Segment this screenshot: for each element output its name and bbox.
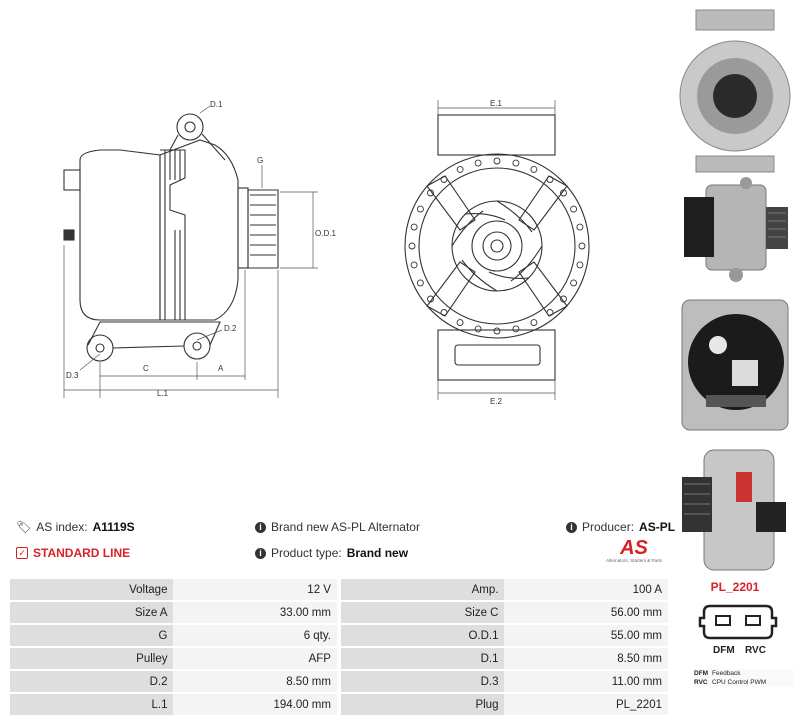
spec-value: AFP: [173, 648, 336, 669]
ring-hole: [441, 310, 447, 316]
label-l1: L.1: [157, 389, 169, 398]
ring-hole: [531, 166, 537, 172]
spec-label: L.1: [10, 694, 173, 715]
ring-hole: [409, 243, 415, 249]
ring-hole: [513, 326, 519, 332]
plug-pin-rvc: RVC: [745, 645, 766, 656]
ring-hole: [457, 166, 463, 172]
spec-value: PL_2201: [504, 694, 668, 715]
product-photo-front: [676, 6, 794, 174]
plug-legend-row: RVC CPU Control PWM: [694, 679, 767, 686]
product-type-label: Product type:: [271, 546, 342, 560]
spec-label: D.2: [10, 671, 173, 692]
side-view-drawing: [40, 95, 340, 405]
ring-hole: [531, 320, 537, 326]
front-view-drawing: [395, 95, 610, 410]
ring-hole: [577, 224, 583, 230]
plug-legend-row: DFM Feedback: [694, 670, 741, 677]
spec-value: 6 qty.: [173, 625, 336, 646]
spec-label: G: [10, 625, 173, 646]
plug-code: PL_2201: [710, 580, 760, 594]
ring-hole: [547, 310, 553, 316]
label-d3: D.3: [66, 371, 79, 380]
ring-hole: [513, 160, 519, 166]
ring-hole: [417, 206, 423, 212]
product-type-info: [255, 546, 408, 560]
ring-hole: [571, 206, 577, 212]
ring-hole: [494, 158, 500, 164]
spec-label: D.3: [341, 671, 504, 692]
spec-label: Size A: [10, 602, 173, 623]
info-icon: i: [255, 548, 266, 559]
spec-value: 8.50 mm: [173, 671, 336, 692]
tag-icon: 🏷︎: [16, 520, 32, 534]
spec-row: [10, 671, 668, 692]
spec-label: Amp.: [341, 579, 504, 600]
standard-line-info: [16, 546, 130, 560]
product-photo-angle: [676, 442, 794, 582]
ring-hole: [547, 177, 553, 183]
spec-value: 12 V: [173, 579, 336, 600]
label-d1: D.1: [210, 100, 223, 109]
spec-label: Plug: [341, 694, 504, 715]
checkbox-icon: ✓: [16, 547, 28, 559]
plug-connector-icon: [698, 600, 778, 642]
info-icon: i: [566, 522, 577, 533]
spec-label: O.D.1: [341, 625, 504, 646]
producer-value: AS-PL: [639, 520, 676, 534]
producer-label: Producer:: [582, 520, 635, 534]
ring-hole: [441, 177, 447, 183]
spec-row: [10, 625, 668, 646]
standard-line-label: STANDARD LINE: [33, 546, 131, 560]
spec-label: Size C: [341, 602, 504, 623]
spec-value: 194.00 mm: [173, 694, 336, 715]
plug-pin-dfm: DFM: [713, 645, 735, 656]
spec-row: [10, 602, 668, 623]
spec-value: 8.50 mm: [504, 648, 668, 669]
brand-text: Brand new AS-PL Alternator: [271, 520, 420, 534]
spec-value: 33.00 mm: [173, 602, 336, 623]
spec-label: D.1: [341, 648, 504, 669]
ring-hole: [417, 280, 423, 286]
logo-mark: AS: [620, 537, 648, 559]
spec-value: 11.00 mm: [504, 671, 668, 692]
as-index-info: [16, 520, 135, 534]
producer-info: [566, 520, 675, 534]
ring-hole: [577, 262, 583, 268]
product-type-value: Brand new: [346, 546, 409, 560]
spec-label: Voltage: [10, 579, 173, 600]
as-index-label: AS index:: [36, 520, 88, 534]
spec-label: Pulley: [10, 648, 173, 669]
ring-hole: [475, 160, 481, 166]
spec-value: 56.00 mm: [504, 602, 668, 623]
ring-hole: [475, 326, 481, 332]
label-d2: D.2: [224, 324, 237, 333]
brand-info: [255, 520, 420, 534]
ring-hole: [571, 280, 577, 286]
logo-tagline: Alternators, Starters & Parts: [605, 558, 663, 563]
product-photo-rear: [676, 290, 794, 440]
spec-row: [10, 579, 668, 600]
ring-hole: [411, 262, 417, 268]
ring-hole: [411, 224, 417, 230]
producer-logo: [600, 538, 668, 564]
plug-legend: [694, 669, 794, 687]
spec-row: [10, 694, 668, 715]
product-photo-side: [676, 175, 794, 285]
label-g: G: [257, 156, 264, 165]
label-c: C: [143, 364, 149, 373]
spec-row: [10, 648, 668, 669]
spec-table: [10, 577, 668, 717]
label-e2: E.2: [490, 397, 503, 406]
ring-hole: [579, 243, 585, 249]
ring-hole: [494, 328, 500, 334]
spec-value: 100 A: [504, 579, 668, 600]
as-index-value: A1119S: [92, 520, 135, 534]
ring-hole: [457, 320, 463, 326]
label-a: A: [218, 364, 224, 373]
label-od1: O.D.1: [315, 229, 336, 238]
info-icon: i: [255, 522, 266, 533]
label-e1: E.1: [490, 99, 503, 108]
spec-value: 55.00 mm: [504, 625, 668, 646]
